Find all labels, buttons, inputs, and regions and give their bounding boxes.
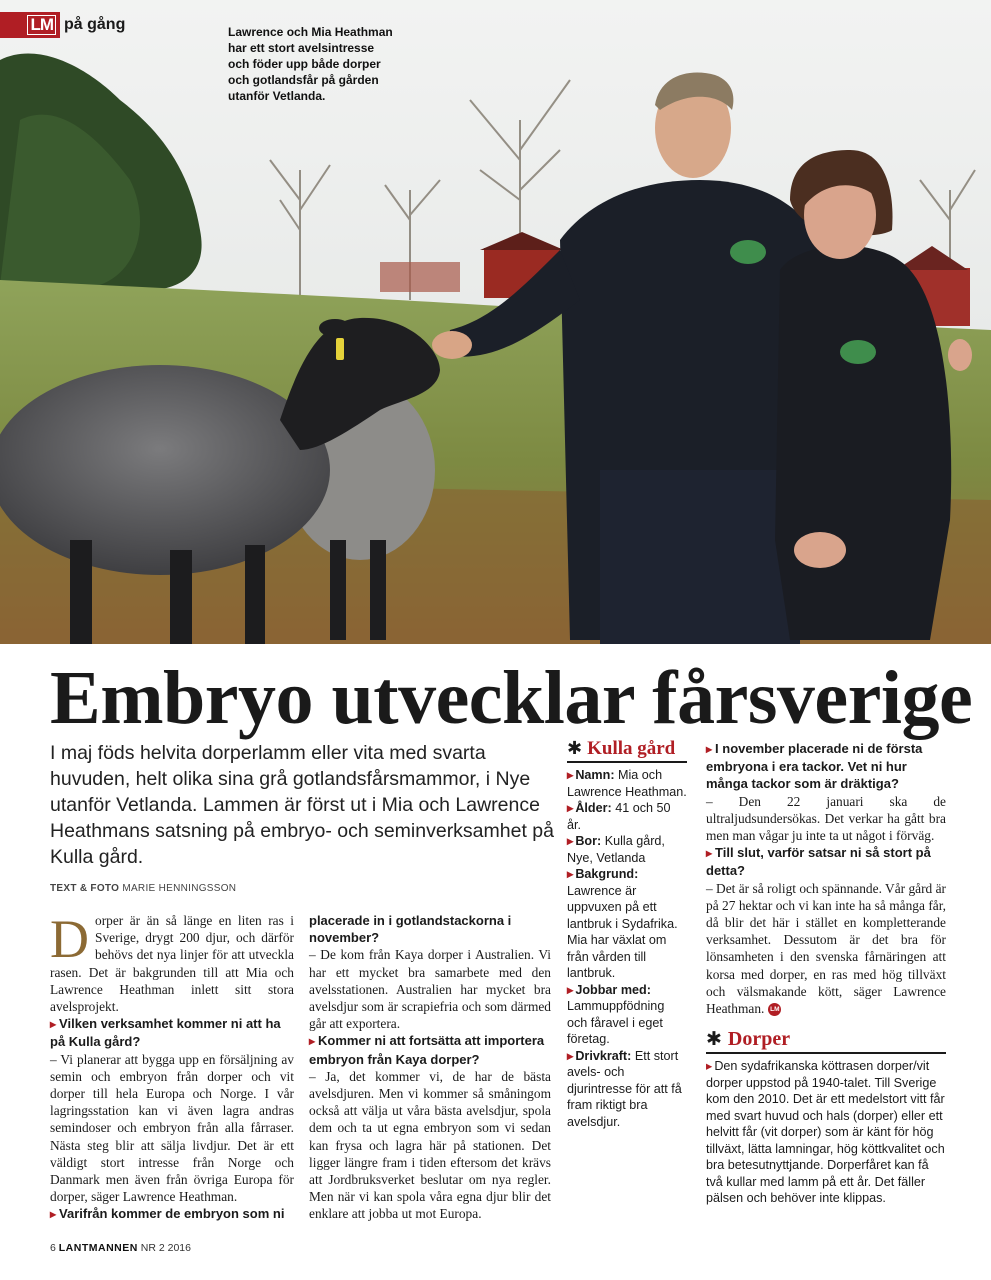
answer-1: – Vi planerar att bygga upp en försäljning av semin och embryon från dorper och vit dorper till hela Europa och Norge. I vår lagringsstation kan vi även lagra andras semindoser och embryon från alla fårraser. Nästa steg blir att sälja livdjur. Det är ett väldigt stort intresse från Norge och Danmark men även från övriga Europa för dorper, säger Lawrence Heathman. [50,1051,294,1205]
fact-row: ▸ Bakgrund: Lawrence är uppvuxen på ett lantbruk i Sydafrika. Mia har växlat om från vården till lantbruk. [567,866,687,982]
fact-row: ▸ Bor: Kulla gård, Nye, Vetlanda [567,833,687,866]
lm-logo: LM [0,12,60,38]
body-column-4 [706,740,946,1017]
question-5: ▸ Till slut, varför satsar ni så stort på detta? [706,844,946,879]
dorper-box-title: ✱ Dorper [706,1028,946,1054]
answer-2: – De kom från Kaya dorper i Australien. Vi har ett mycket bra samarbete med den avelsstationen. Australien har mycket bra avelsdjur som är scrapiefria och som därmed går att exportera. [309,947,551,1032]
byline-label: TEXT & FOTO [50,883,120,894]
issue-number: NR 2 2016 [140,1242,191,1254]
fact-row: ▸ Jobbar med: Lammuppfödning och fåravel i eget företag. [567,982,687,1048]
fact-box [567,740,687,1130]
fact-list [567,767,687,1130]
fact-row: ▸ Ålder: 41 och 50 år. [567,800,687,833]
dorper-box [706,1028,946,1207]
intro-paragraph: Dorper är än så länge en liten ras i Sverige, drygt 200 djur, och därför behövs det nya linjer för att utveckla rasen. Det är bakgrunden till att Mia och Lawrence Heathman inlett sitt stora avelsprojekt. [50,909,294,1015]
question-3: ▸ Kommer ni att fortsätta att importera embryon från Kaya dorper? [309,1032,551,1067]
asterisk-icon: ✱ [706,1028,722,1050]
dropcap: D [50,909,89,969]
page-footer [50,1242,191,1254]
question-1: ▸ Vilken verksamhet kommer ni att ha på Kulla gård? [50,1015,294,1050]
question-4: ▸ I november placerade ni de första embryona i era tackor. Vet ni hur många tackor som är dräktiga? [706,740,946,793]
byline-name: MARIE HENNINGSSON [122,883,237,894]
byline [50,883,236,894]
ingress: I maj föds helvita dorperlamm eller vita med svarta huvuden, helt olika sina grå gotlandsfårsmammor, i Nye utanför Vetlanda. Lammen är först ut i Mia och Lawrence Heathmans satsning på embryo- och seminverksamhet på Kulla gård. [50,742,554,868]
answer-3: – Ja, det kommer vi, de har de bästa avelsdjuren. Men vi kommer så småningom också att välja ut våra bästa avelsdjur, spola dem och ta ut egna embryon som vi sedan kan frysa och lagra här på stationen. Det ligger längre fram i tiden eftersom det krävs att Jordbruksverket beslutar om nya regler. Men när vi kan spola våra egna djur blir det enklare att jobba ut mot Europa. [309,1068,551,1222]
section-label: på gång [64,16,126,33]
headline: Embryo utvecklar fårsverige [50,656,973,740]
body-column-1 [50,909,294,1224]
fact-box-title: ✱ Kulla gård [567,740,687,763]
dorper-box-text: ▸ Den sydafrikanska köttrasen dorper/vit dorper uppstod på 1940-talet. Till Sverige kom den 2010. Det är ett medelstort vitt får med svart huvud och hals (dorper) eller ett helvitt får (vit dorper) som är känt för hög tillväxt, lätta lamningar, hög köttkvalitet och bra betesutnyttjande. Dorperfåret kan få två kullar med lamm på ett år. Det fäller pälsen och behöver inte klippas. [706,1058,946,1207]
answer-4: – Den 22 januari ska de ultraljudsundersökas. Det verkar ha gått bra men man vågar ju inte ta ut något i förväg. [706,793,946,844]
body-column-2 [309,912,551,1223]
lm-end-mark-icon: LM [768,1003,781,1016]
question-2: ▸ Varifrån kommer de embryon som ni [50,1205,294,1223]
question-2-continued: placerade in i gotlandstackorna i november? [309,913,512,946]
fact-row: ▸ Namn: Mia och Lawrence Heathman. [567,767,687,800]
fact-row: ▸ Drivkraft: Ett stort avels- och djurintresse för att få fram riktigt bra avelsdjur. [567,1048,687,1131]
asterisk-icon: ✱ [567,738,583,759]
page-number: 6 [50,1242,56,1254]
section-tag [0,12,125,38]
answer-5: – Det är så roligt och spännande. Vår gård är på 27 hektar och vi kan inte ha så många får, då blir det här i stället en kompletterande verksamhet. Dessutom är det bra för lönsamheten i den svenska fårnäringen att korsa med dorper, en ras med hög tillväxt och välsmakande kött, säger Lawrence Heathman. LM [706,880,946,1017]
photo-caption: Lawrence och Mia Heathman har ett stort avelsintresse och föder upp både dorper och gotlandsfår på gården utanför Vetlanda. [228,25,393,103]
magazine-name: LANTMANNEN [58,1242,138,1254]
